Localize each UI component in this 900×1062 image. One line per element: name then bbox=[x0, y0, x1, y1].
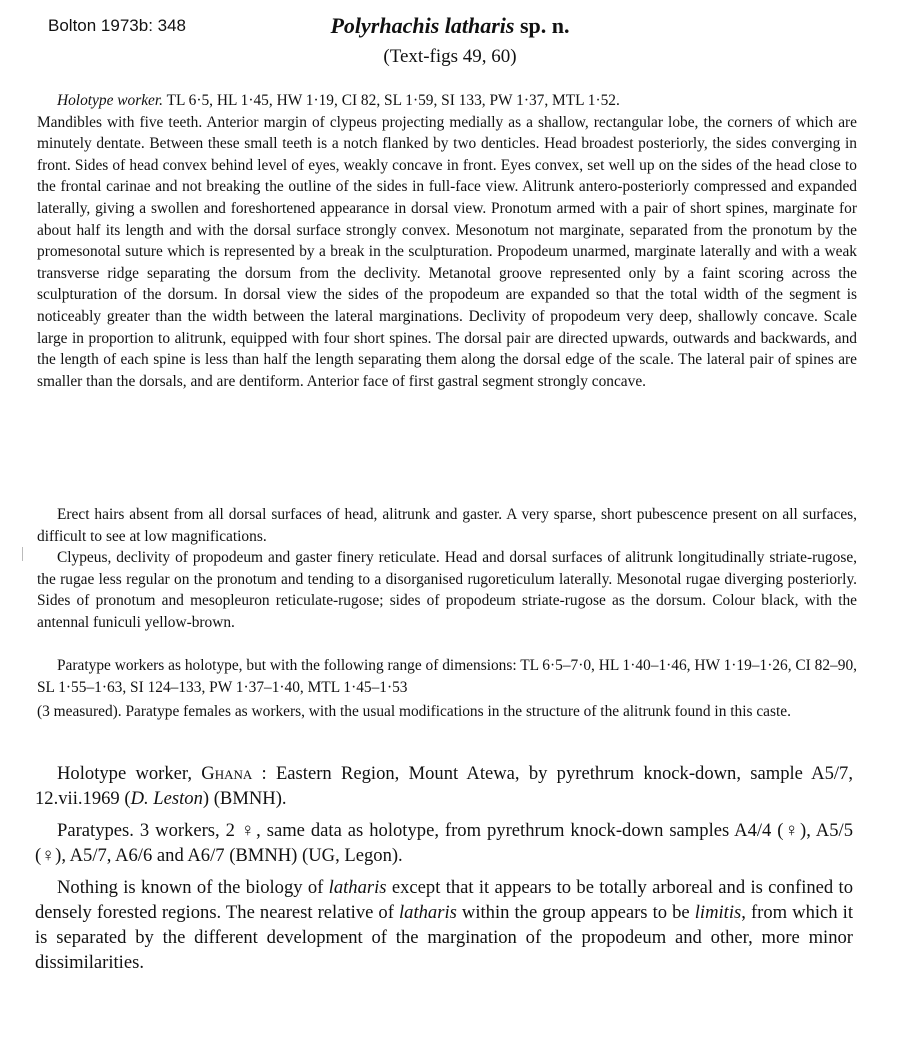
paratype-females: (3 measured). Paratype females as workers, with the usual modifications in the structure of the alitrunk found in this caste. bbox=[37, 703, 791, 721]
paratype-description bbox=[37, 655, 857, 723]
figure-reference: (Text-figs 49, 60) bbox=[383, 46, 517, 67]
pilosity-paragraph: Erect hairs absent from all dorsal surfaces of head, alitrunk and gaster. A very sparse, short pubescence present on all surfaces, difficult to see at low magnifications. bbox=[37, 506, 857, 545]
holotype-country: Ghana bbox=[201, 763, 253, 784]
holotype-record: Holotype worker, Ghana : Eastern Region, Mount Atewa, by pyrethrum knock-down, sample A5/7, 12.vii.1969 (D. Leston) (BMNH). bbox=[35, 763, 853, 809]
biology-paragraph: Nothing is known of the biology of latharis except that it appears to be totally arboreal and is confined to densely forested regions. The nearest relative of latharis within the group appears to be limitis, from which it is separated by the different development of the margination of the propodeum and other, more minor dissimilarities. bbox=[35, 877, 854, 973]
holotype-description bbox=[37, 90, 857, 392]
sculpture-paragraph: Clypeus, declivity of propodeum and gaster finery reticulate. Head and dorsal surfaces of alitrunk longitudinally striate-rugose, the rugae less regular on the pronotum and tending to a disorganised rugoreticulum laterally. Mesonotal rugae diverging posteriorly. Sides of pronotum and mesopleuron reticulate-rugose; sides of propodeum striate-rugose as the dorsum. Colour black, with the antennal funiculi yellow-brown. bbox=[37, 549, 857, 631]
paratype-dimensions: Paratype workers as holotype, but with the following range of dimensions: TL 6·5–7·0, HL 1·40–1·46, HW 1·19–1·26, CI 82–90, SL 1·55–1·63, SI 124–133, PW 1·37–1·40, MTL 1·45–1·53 bbox=[37, 657, 857, 696]
taxon-ref-limitis: limitis bbox=[694, 902, 742, 923]
taxon-name: Polyrhachis latharis bbox=[330, 13, 515, 38]
collector-name: D. Leston bbox=[130, 788, 203, 809]
holotype-label: Holotype worker. bbox=[57, 92, 164, 109]
citation: Bolton 1973b: 348 bbox=[48, 16, 187, 35]
margin-mark bbox=[22, 547, 23, 561]
holotype-measurements-line bbox=[37, 90, 857, 112]
taxon-rank: sp. n. bbox=[514, 13, 570, 38]
taxon-ref-latharis-2: latharis bbox=[398, 902, 457, 923]
taxon-ref-latharis: latharis bbox=[328, 877, 387, 898]
holotype-morphology: Mandibles with five teeth. Anterior margin of clypeus projecting medially as a shallow, rectangular lobe, the corners of which are minutely dentate. Between these small teeth is a notch flanked by two denticles. Head broadest posteriorly, the sides converging in front. Sides of head convex behind level of eyes, weakly concave in front. Eyes convex, set well up on the sides of the head close to the frontal carinae and not breaking the outline of the sides in full-face view. Alitrunk antero-posteriorly compressed and expanded laterally, giving a swollen and foreshortened appearance in dorsal view. Pronotum armed with a pair of short spines, marginate for about half its length and with the dorsal surface strongly convex. Mesonotum not marginate, separated from the pronotum by the promesonotal suture which is represented by a break in the sculpturation. Propodeum unarmed, marginate laterally and with a weak transverse ridge separating the dorsum from the declivity. Metanotal groove represented only by a faint scoring across the sculpturation of the dorsum. In dorsal view the sides of the propodeum are expanded so that the total width of the segment is noticeably greater than the width between the lateral marginations. Declivity of propodeum very deep, shallowly concave. Scale large in proportion to alitrunk, equipped with four short spines. The dorsal pair are directed upwards, outwards and backwards, and the length of each spine is less than half the length separating them along the dorsal edge of the scale. The lateral pair of spines are smaller than the dorsals, and are dentiform. Anterior face of first gastral segment strongly concave. bbox=[37, 113, 857, 390]
paratype-record: Paratypes. 3 workers, 2 ♀, same data as holotype, from pyrethrum knock-down samples A4/4 (♀), A5/5 (♀), A5/7, A6/6 and A6/7 (BMNH) (UG, Legon). bbox=[35, 820, 853, 866]
page-title bbox=[0, 13, 900, 39]
holotype-measurements: TL 6·5, HL 1·45, HW 1·19, CI 82, SL 1·59, SI 133, PW 1·37, MTL 1·52. bbox=[163, 92, 620, 109]
